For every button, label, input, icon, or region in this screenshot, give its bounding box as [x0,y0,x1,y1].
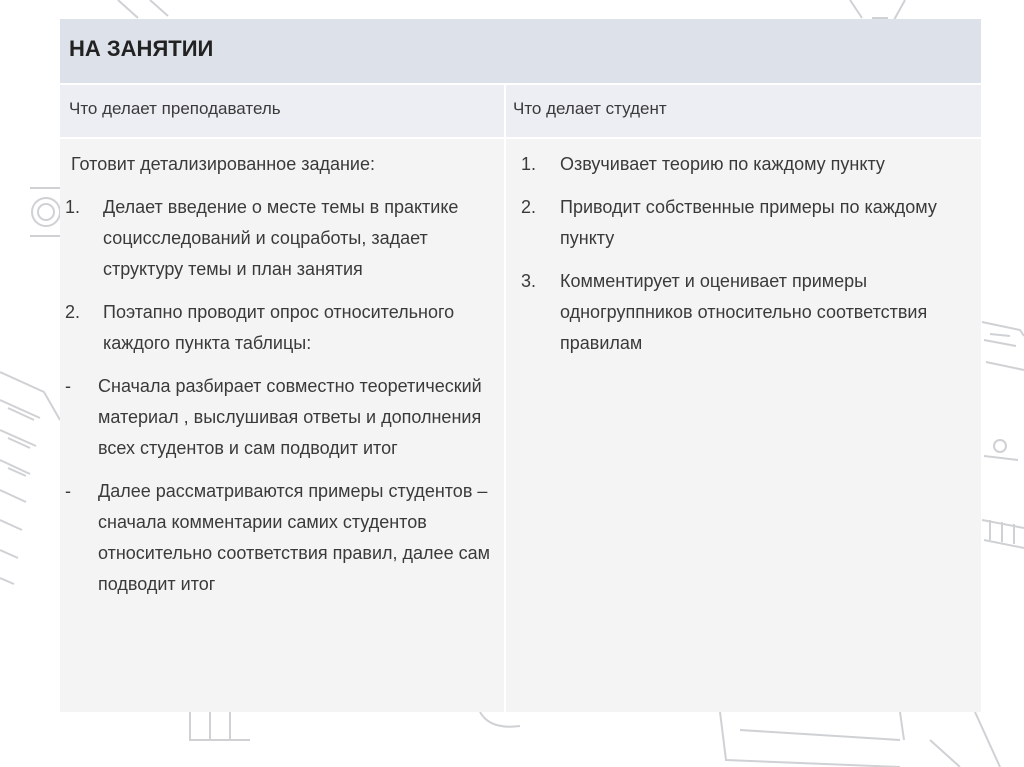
student-item-text: Озвучивает теорию по каждому пункту [560,154,885,174]
list-number: 2. [521,197,537,217]
teacher-list-item [65,192,497,285]
teacher-sub-item [65,371,497,464]
student-column-header: Что делает студент [513,99,667,118]
table [60,19,981,712]
teacher-item-text: Делает введение о месте темы в практике социсследований и соцработы, задает структуру темы и план занятия [103,197,459,279]
student-item-text: Приводит собственные примеры по каждому пункту [560,197,937,248]
list-number: 1. [65,197,81,217]
table-title: НА ЗАНЯТИИ [69,36,214,61]
list-dash: - [65,481,71,501]
teacher-list-item [65,297,497,359]
teacher-item-text: Поэтапно проводит опрос относительного каждого пункта таблицы: [103,302,455,353]
column-divider [504,85,506,712]
header-row [60,85,981,139]
teacher-intro: Готовит детализированное задание: [71,154,375,174]
teacher-sub-item [65,476,497,600]
teacher-column-header: Что делает преподаватель [69,99,281,118]
teacher-sub-item-text: Сначала разбирает совместно теоретический материал , выслушивая ответы и дополнения всех студентов и сам подводит итог [98,376,482,458]
student-item-text: Комментирует и оценивает примеры одногруппников относительно соответствия правилам [560,271,928,353]
teacher-sub-item-text: Далее рассматриваются примеры студентов – сначала комментарии самих студентов относительно соответствия правил, далее сам подводит итог [98,481,490,594]
list-number: 1. [521,154,537,174]
student-list-item [508,266,973,359]
teacher-cell [65,149,497,612]
student-list-item [508,192,973,254]
title-row [60,19,981,85]
list-number: 2. [65,302,81,322]
list-number: 3. [521,271,537,291]
list-dash: - [65,376,71,396]
student-list-item [508,149,973,180]
student-cell [508,149,973,371]
